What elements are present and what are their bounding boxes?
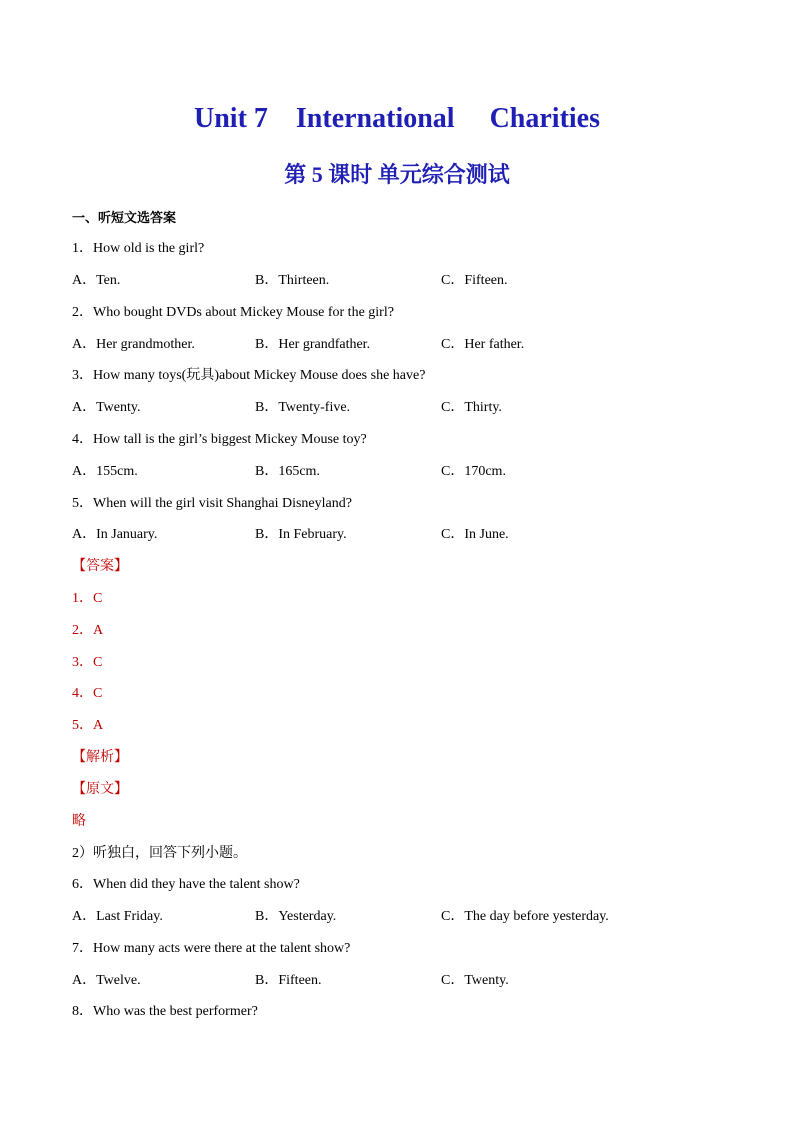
question-7: 7．How many acts were there at the talent show? [72, 941, 351, 956]
option-b: B．In February. [255, 527, 347, 542]
option-c: C．Twenty. [441, 973, 509, 988]
option-b: B．Yesterday. [255, 909, 337, 924]
question-7-options [72, 972, 672, 990]
question-5: 5．When will the girl visit Shanghai Disneyland? [72, 496, 352, 511]
option-c: C．Fifteen. [441, 273, 508, 288]
answer-item: 2．A [72, 623, 104, 638]
part-2-heading: 2）听独白，回答下列小题。 [72, 846, 247, 861]
question-5-options [72, 526, 672, 544]
question-1-options [72, 272, 672, 290]
option-c: C．Her father. [441, 337, 525, 352]
option-a: A．Ten. [72, 273, 121, 288]
question-6-options [72, 908, 672, 926]
page-title: Unit 7 International Charities [194, 103, 600, 134]
analysis-label: 【解析】 [72, 750, 128, 765]
question-1: 1．How old is the girl? [72, 241, 205, 256]
option-c: C．In June. [441, 527, 509, 542]
option-a: A．Twelve. [72, 973, 141, 988]
question-4-options [72, 463, 672, 481]
option-a: A．In January. [72, 527, 158, 542]
option-c: C．170cm. [441, 464, 506, 479]
section-heading: 一、听短文选答案 [72, 210, 177, 225]
option-b: B．Twenty-five. [255, 400, 351, 415]
original-label: 【原文】 [72, 782, 128, 797]
answer-item: 5．A [72, 718, 104, 733]
question-6: 6．When did they have the talent show? [72, 877, 300, 892]
page-subtitle: 第 5 课时 单元综合测试 [284, 162, 510, 187]
option-b: B．Fifteen. [255, 973, 322, 988]
omitted-text: 略 [72, 814, 86, 829]
option-a: A．Twenty. [72, 400, 141, 415]
question-4: 4．How tall is the girl’s biggest Mickey Mouse toy? [72, 432, 367, 447]
option-b: B．Her grandfather. [255, 337, 371, 352]
option-a: A．Last Friday. [72, 909, 163, 924]
answer-item: 3．C [72, 655, 103, 670]
answer-item: 1．C [72, 591, 103, 606]
option-c: C．The day before yesterday. [441, 909, 609, 924]
option-a: A．Her grandmother. [72, 337, 195, 352]
answer-label: 【答案】 [72, 559, 128, 574]
question-3: 3．How many toys(玩具)about Mickey Mouse does she have? [72, 368, 426, 383]
answer-item: 4．C [72, 686, 103, 701]
question-2-options [72, 336, 672, 354]
question-3-options [72, 399, 672, 417]
question-8: 8．Who was the best performer? [72, 1004, 258, 1019]
option-b: B．165cm. [255, 464, 320, 479]
option-c: C．Thirty. [441, 400, 502, 415]
option-a: A．155cm. [72, 464, 138, 479]
option-b: B．Thirteen. [255, 273, 330, 288]
question-2: 2．Who bought DVDs about Mickey Mouse for the girl? [72, 305, 394, 320]
